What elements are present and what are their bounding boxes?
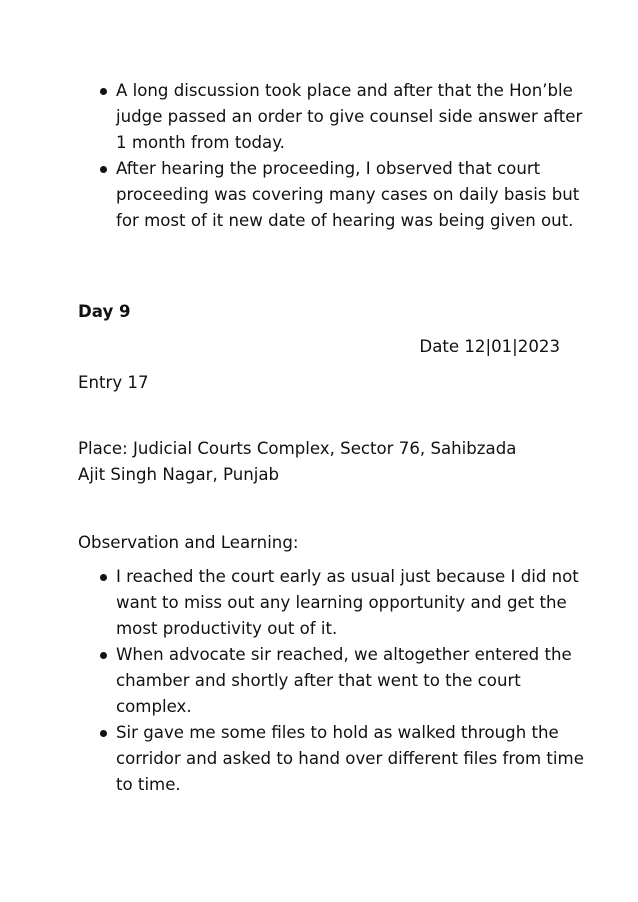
bullet-icon <box>100 652 107 659</box>
bullet-icon <box>100 166 107 173</box>
bullet-list-bottom <box>116 564 586 798</box>
bullet-text: When advocate sir reached, we altogether entered the chamber and shortly after that went to the court complex. <box>116 645 572 716</box>
day-heading: Day 9 <box>78 302 131 321</box>
bullet-item <box>116 78 586 156</box>
entry-label: Entry 17 <box>78 373 149 392</box>
observation-heading: Observation and Learning: <box>78 533 299 552</box>
date-line: Date 12|01|2023 <box>419 337 560 356</box>
bullet-text: After hearing the proceeding, I observed that court proceeding was covering many cases on daily basis but for most of it new date of hearing was being given out. <box>116 159 580 230</box>
bullet-list-top <box>116 78 586 234</box>
bullet-text: Sir gave me some files to hold as walked through the corridor and asked to hand over different files from time to time. <box>116 723 584 794</box>
bullet-icon <box>100 574 107 581</box>
bullet-icon <box>100 88 107 95</box>
bullet-item <box>116 564 586 642</box>
place-line: Place: Judicial Courts Complex, Sector 76, Sahibzada Ajit Singh Nagar, Punjab <box>78 439 517 484</box>
bullet-icon <box>100 730 107 737</box>
bullet-item <box>116 720 586 798</box>
bullet-text: I reached the court early as usual just because I did not want to miss out any learning opportunity and get the most productivity out of it. <box>116 567 579 638</box>
bullet-text: A long discussion took place and after that the Hon’ble judge passed an order to give counsel side answer after 1 month from today. <box>116 81 583 152</box>
bullet-item <box>116 156 586 234</box>
bullet-item <box>116 642 586 720</box>
